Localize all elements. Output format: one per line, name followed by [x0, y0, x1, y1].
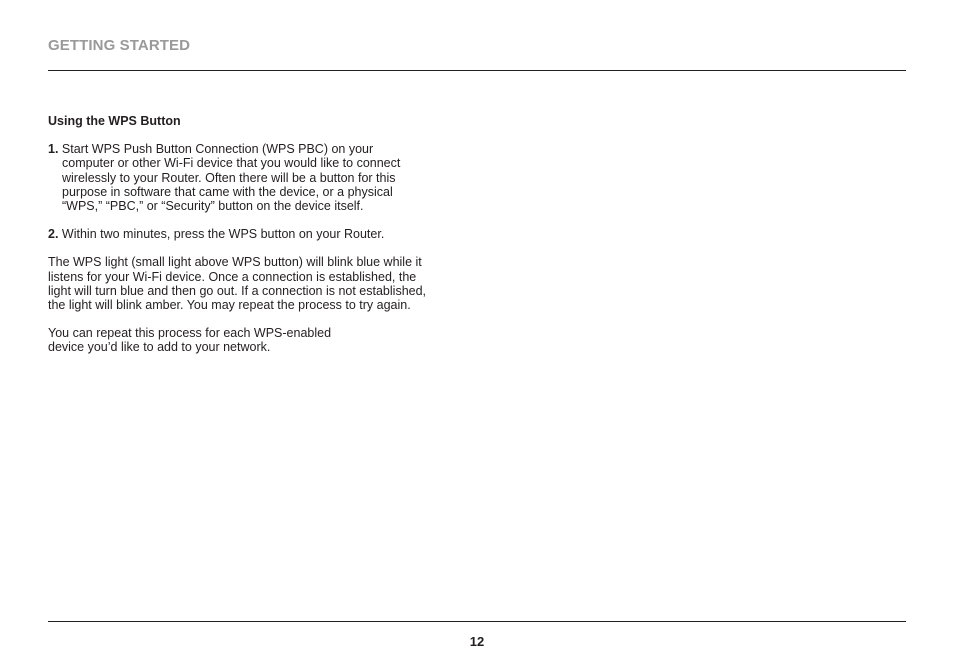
- step-2: [48, 227, 468, 241]
- wps-light-paragraph: [48, 255, 468, 312]
- step-number: 2.: [48, 227, 59, 242]
- step-text-line: Start WPS Push Button Connection (WPS PBC) on your: [61, 142, 374, 157]
- step-text-line: Within two minutes, press the WPS button on your Router.: [61, 227, 385, 242]
- paragraph-line: The WPS light (small light above WPS button) will blink blue while it: [48, 255, 422, 270]
- step-1: [48, 142, 468, 213]
- main-content: [48, 114, 468, 369]
- page-number: 12: [469, 634, 485, 649]
- paragraph-line: device you’d like to add to your network.: [48, 340, 271, 355]
- footer-divider: [48, 621, 906, 622]
- paragraph-line: the light will blink amber. You may repeat the process to try again.: [48, 298, 411, 313]
- step-text-line: “WPS,” “PBC,” or “Security” button on the device itself.: [62, 199, 364, 214]
- repeat-process-paragraph: [48, 326, 468, 354]
- step-text-line: wirelessly to your Router. Often there will be a button for this: [62, 170, 396, 185]
- header-divider: [48, 70, 906, 71]
- subheading: Using the WPS Button: [48, 114, 181, 128]
- paragraph-line: listens for your Wi-Fi device. Once a connection is established, the: [48, 269, 417, 284]
- paragraph-line: You can repeat this process for each WPS-enabled: [48, 326, 332, 341]
- step-text-line: computer or other Wi-Fi device that you would like to connect: [62, 156, 401, 171]
- paragraph-line: light will turn blue and then go out. If a connection is not established,: [48, 283, 427, 298]
- step-text-line: purpose in software that came with the device, or a physical: [62, 184, 393, 199]
- section-title: GETTING STARTED: [48, 37, 191, 54]
- step-number: 1.: [48, 142, 59, 157]
